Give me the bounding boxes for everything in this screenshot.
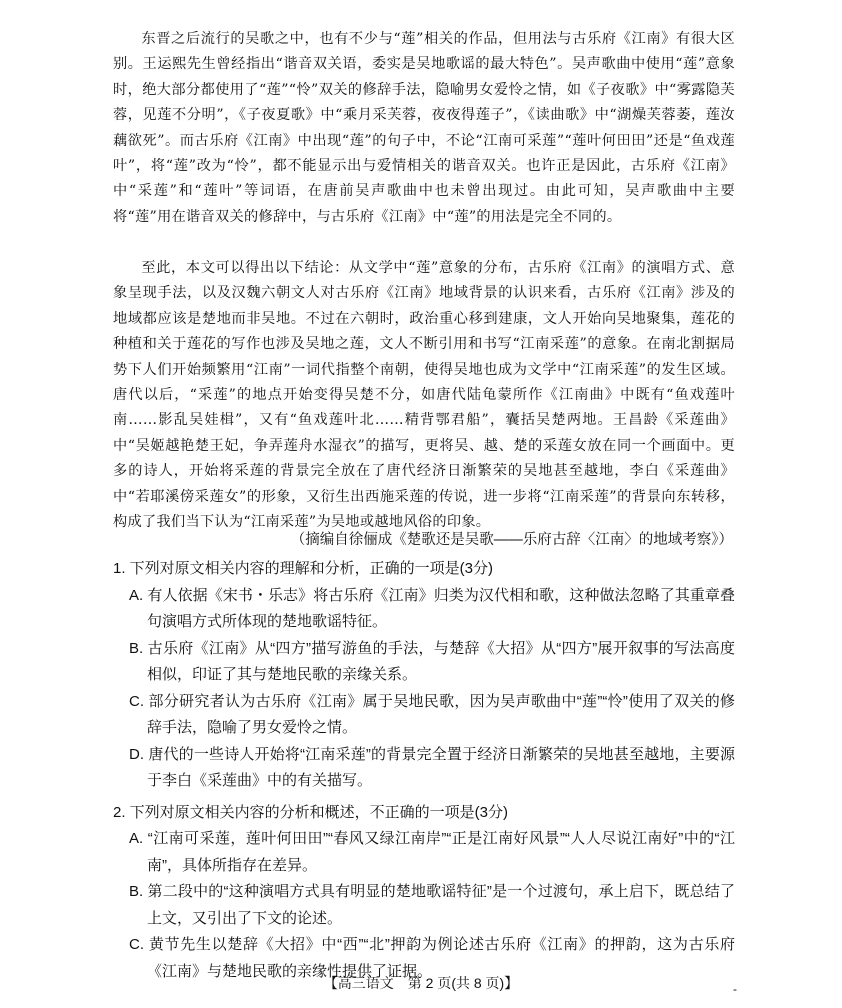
passage-conclusion xyxy=(113,256,735,535)
option-b: B. 第二段中的“这种演唱方式具有明显的楚地歌谣特征”是一个过渡句，承上启下，既总结了上文，又引出了下文的论述。 xyxy=(129,883,735,927)
passage xyxy=(113,27,735,230)
page-footer: 【高三语文 第 2 页(共 8 页)】 xyxy=(323,975,519,991)
passage-paragraph-2: 至此，本文可以得出以下结论：从文学中“莲”意象的分布，古乐府《江南》的演唱方式、意象呈现手法，以及汉魏六朝文人对古乐府《江南》地域背景的认识来看，古乐府《江南》涉及的地域都应该是楚地而非吴地。不过在六朝时，政治重心移到建康，文人开始向吴地聚集，莲花的种植和关于莲花的写作也涉及吴地之莲，文人不断引用和书写“江南采莲”的意象。在南北割据局势下人们开始频繁用“江南”一词代指整个南朝，使得吴地也成为文学中“江南采莲”的发生区域。唐代以后，“采莲”的地点开始变得吴楚不分，如唐代陆龟蒙所作《江南曲》中既有“鱼戏莲叶南……影乱吴娃楫”，又有“鱼戏莲叶北……精背鄂君船”，囊括吴楚两地。王昌龄《采莲曲》中“吴姬越艳楚王妃，争弄莲舟水湿衣”的描写，更将吴、越、楚的采莲女放在同一个画面中。更多的诗人，开始将采莲的背景完全放在了唐代经济日渐繁荣的吴地甚至越地，李白《采莲曲》中“若耶溪傍采莲女”的形象，又衍生出西施采莲的传说，进一步将“江南采莲”的背景向东转移，构成了我们当下认为“江南采莲”为吴地或越地风俗的印象。 xyxy=(113,260,735,531)
question-2 xyxy=(113,800,735,986)
option-b: B. 古乐府《江南》从“四方”描写游鱼的手法，与楚辞《大招》从“四方”展开叙事的写法高度相似，印证了其与楚地民歌的亲缘关系。 xyxy=(129,639,735,683)
question-stem: 2. 下列对原文相关内容的分析和概述，不正确的一项是(3分) xyxy=(113,803,509,821)
option-a: A. 有人依据《宋书・乐志》将古乐府《江南》归类为汉代相和歌，这种做法忽略了其重章叠句演唱方式所体现的楚地歌谣特征。 xyxy=(129,586,735,630)
question-1 xyxy=(113,556,735,795)
question-stem: 1. 下列对原文相关内容的理解和分析，正确的一项是(3分) xyxy=(113,560,494,577)
option-c: C. 部分研究者认为古乐府《江南》属于吴地民歌，因为吴声歌曲中“莲”“怜”使用了双关的修辞手法，隐喻了男女爱怜之情。 xyxy=(129,692,735,736)
corner-mark: - xyxy=(733,982,737,996)
option-d: D. 唐代的一些诗人开始将“江南采莲”的背景完全置于经济日渐繁荣的吴地甚至越地，主要源于李白《采莲曲》中的有关描写。 xyxy=(129,745,735,789)
passage-paragraph-1: 东晋之后流行的吴歌之中，也有不少与“莲”相关的作品，但用法与古乐府《江南》有很大区别。王运熙先生曾经指出“谐音双关语，委实是吴地歌谣的最大特色”。吴声歌曲中使用“莲”意象时，绝大部分都使用了“莲”“怜”双关的修辞手法，隐喻男女爱怜之情，如《子夜歌》中“雾露隐芙蓉，见莲不分明”，《子夜夏歌》中“乘月采芙蓉，夜夜得莲子”，《读曲歌》中“湖燥芙蓉萎，莲汝藕欲死”。而古乐府《江南》中出现“莲”的句子中，不论“江南可采莲”“莲叶何田田”还是“鱼戏莲叶”，将“莲”改为“怜”，都不能显示出与爱情相关的谐音双关。也许正是因此，古乐府《江南》中“采莲”和“莲叶”等词语，在唐前吴声歌曲中也未曾出现过。由此可知，吴声歌曲中主要将“莲”用在谐音双关的修辞中，与古乐府《江南》中“莲”的用法是完全不同的。 xyxy=(113,31,735,225)
option-c: C. 黄节先生以楚辞《大招》中“西”“北”押韵为例论述古乐府《江南》的押韵，这为古乐府《江南》与楚地民歌的亲缘性提供了证据。 xyxy=(129,936,735,980)
questions xyxy=(113,556,735,985)
source-citation: （摘编自徐俪成《楚歌还是吴歌——乐府古辞〈江南〉的地域考察》） xyxy=(290,532,733,548)
option-a: A. “江南可采莲，莲叶何田田”“春风又绿江南岸”“正是江南好风景”“人人尽说江南好”中的“江南”，具体所指存在差异。 xyxy=(129,830,735,874)
